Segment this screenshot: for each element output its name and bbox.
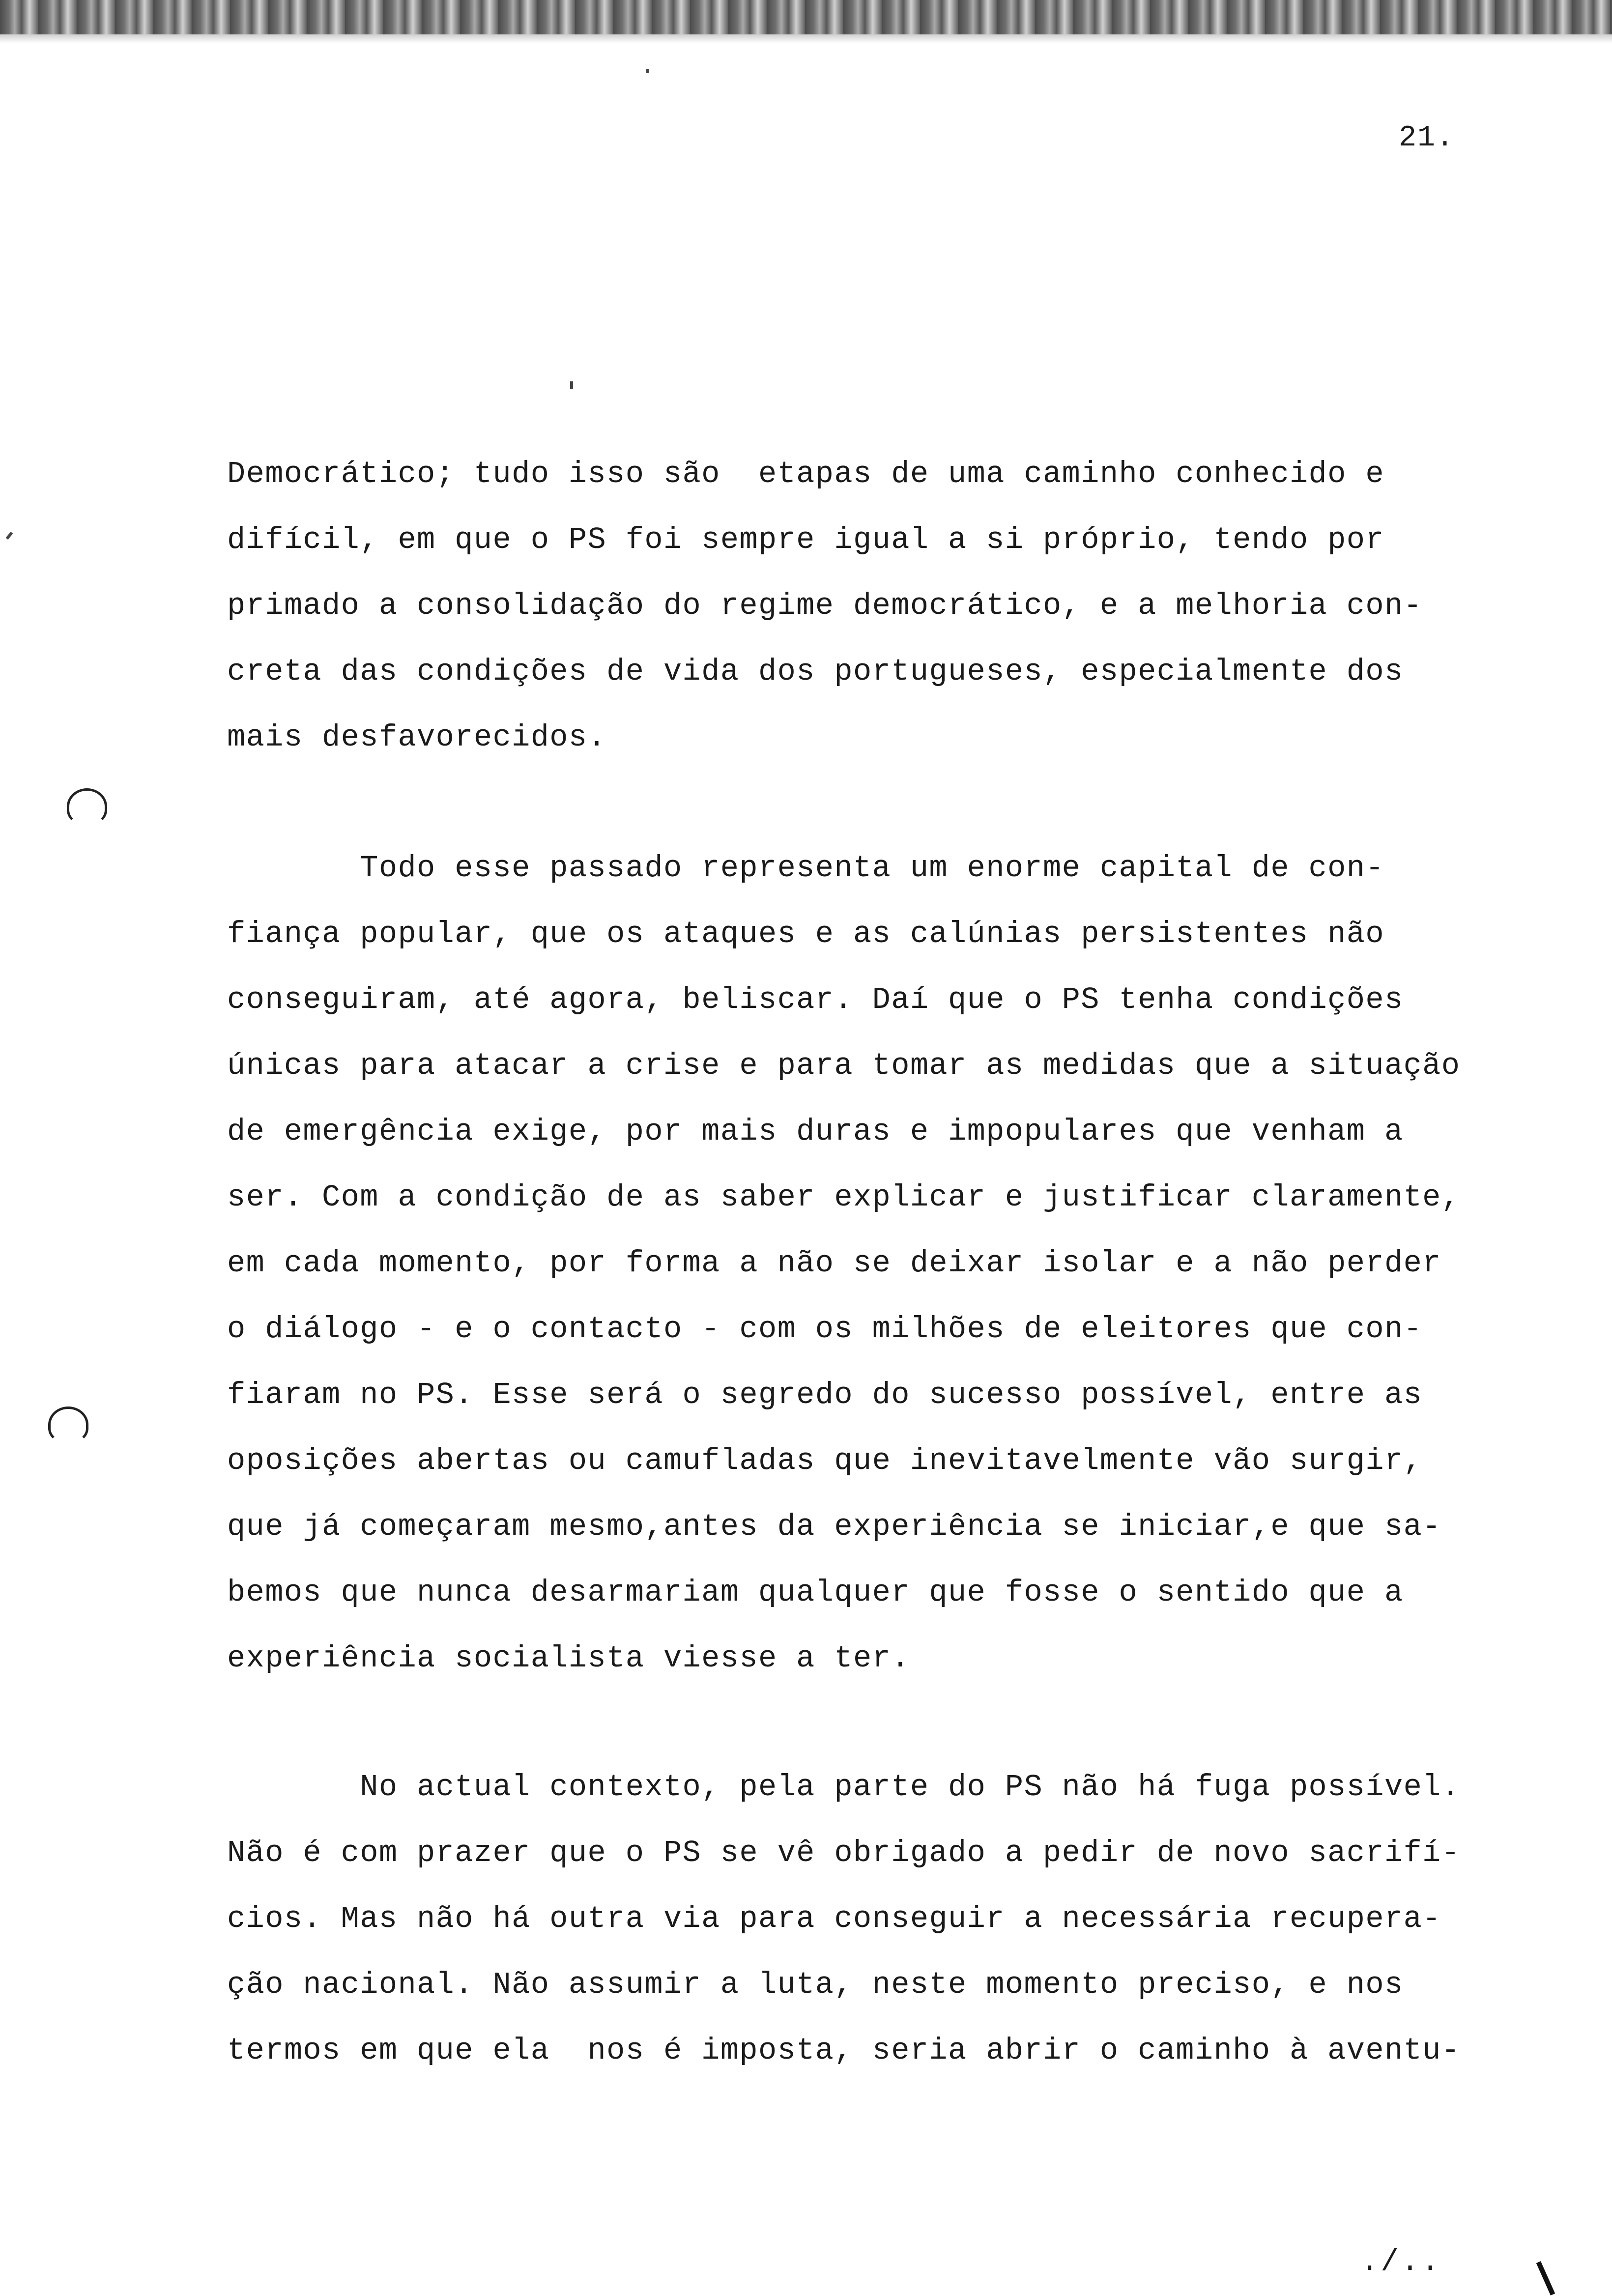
text-line: termos em que ela nos é imposta, seria abrir o caminho à aventu-	[227, 2033, 1461, 2068]
page-number: 21.	[1399, 121, 1455, 155]
text-line: que já começaram mesmo,antes da experiência se iniciar,e que sa-	[227, 1509, 1441, 1544]
text-line: de emergência exige, por mais duras e impopulares que venham a	[227, 1114, 1404, 1149]
scan-speck	[570, 381, 573, 389]
paragraph-3	[227, 1754, 1515, 2084]
text-line: únicas para atacar a crise e para tomar as medidas que a situação	[227, 1048, 1461, 1083]
text-line: mais desfavorecidos.	[227, 720, 607, 755]
paragraph-1	[227, 441, 1515, 771]
continuation-mark: ./..	[1360, 2244, 1441, 2279]
text-line: difícil, em que o PS foi sempre igual a si próprio, tendo por	[227, 522, 1384, 557]
text-line: fiança popular, que os ataques e as calúnias persistentes não	[227, 917, 1384, 951]
text-line: primado a consolidação do regime democrático, e a melhoria con-	[227, 588, 1423, 623]
text-line: Todo esse passado representa um enorme capital de con-	[227, 851, 1384, 886]
text-line: No actual contexto, pela parte do PS não há fuga possível.	[227, 1770, 1461, 1805]
punch-hole-icon	[67, 788, 107, 825]
text-line: cios. Mas não há outra via para conseguir a necessária recupera-	[227, 1901, 1441, 1936]
text-line: em cada momento, por forma a não se deixar isolar e a não perder	[227, 1246, 1441, 1281]
text-line: Não é com prazer que o PS se vê obrigado a pedir de novo sacrifí-	[227, 1836, 1461, 1870]
paragraph-2	[227, 835, 1515, 1692]
text-line: conseguiram, até agora, beliscar. Daí que o PS tenha condições	[227, 982, 1404, 1017]
text-line: Democrático; tudo isso são etapas de uma caminho conhecido e	[227, 457, 1384, 491]
text-line: creta das condições de vida dos portugueses, especialmente dos	[227, 654, 1404, 689]
scan-edge-shadow	[0, 34, 1612, 43]
text-line: experiência socialista viesse a ter.	[227, 1641, 910, 1676]
text-line: oposições abertas ou camufladas que inevitavelmente vão surgir,	[227, 1443, 1423, 1478]
text-line: fiaram no PS. Esse será o segredo do sucesso possível, entre as	[227, 1378, 1423, 1412]
scan-edge-artifact	[0, 0, 1612, 34]
margin-pen-stroke	[1536, 2261, 1555, 2296]
text-line: bemos que nunca desarmariam qualquer que fosse o sentido que a	[227, 1575, 1404, 1610]
punch-hole-icon	[48, 1406, 88, 1443]
text-line: ção nacional. Não assumir a luta, neste momento preciso, e nos	[227, 1967, 1404, 2002]
scan-speck	[6, 532, 13, 540]
text-line: o diálogo - e o contacto - com os milhões de eleitores que con-	[227, 1312, 1423, 1347]
scan-speck	[646, 69, 649, 73]
text-line: ser. Com a condição de as saber explicar e justificar claramente,	[227, 1180, 1461, 1215]
